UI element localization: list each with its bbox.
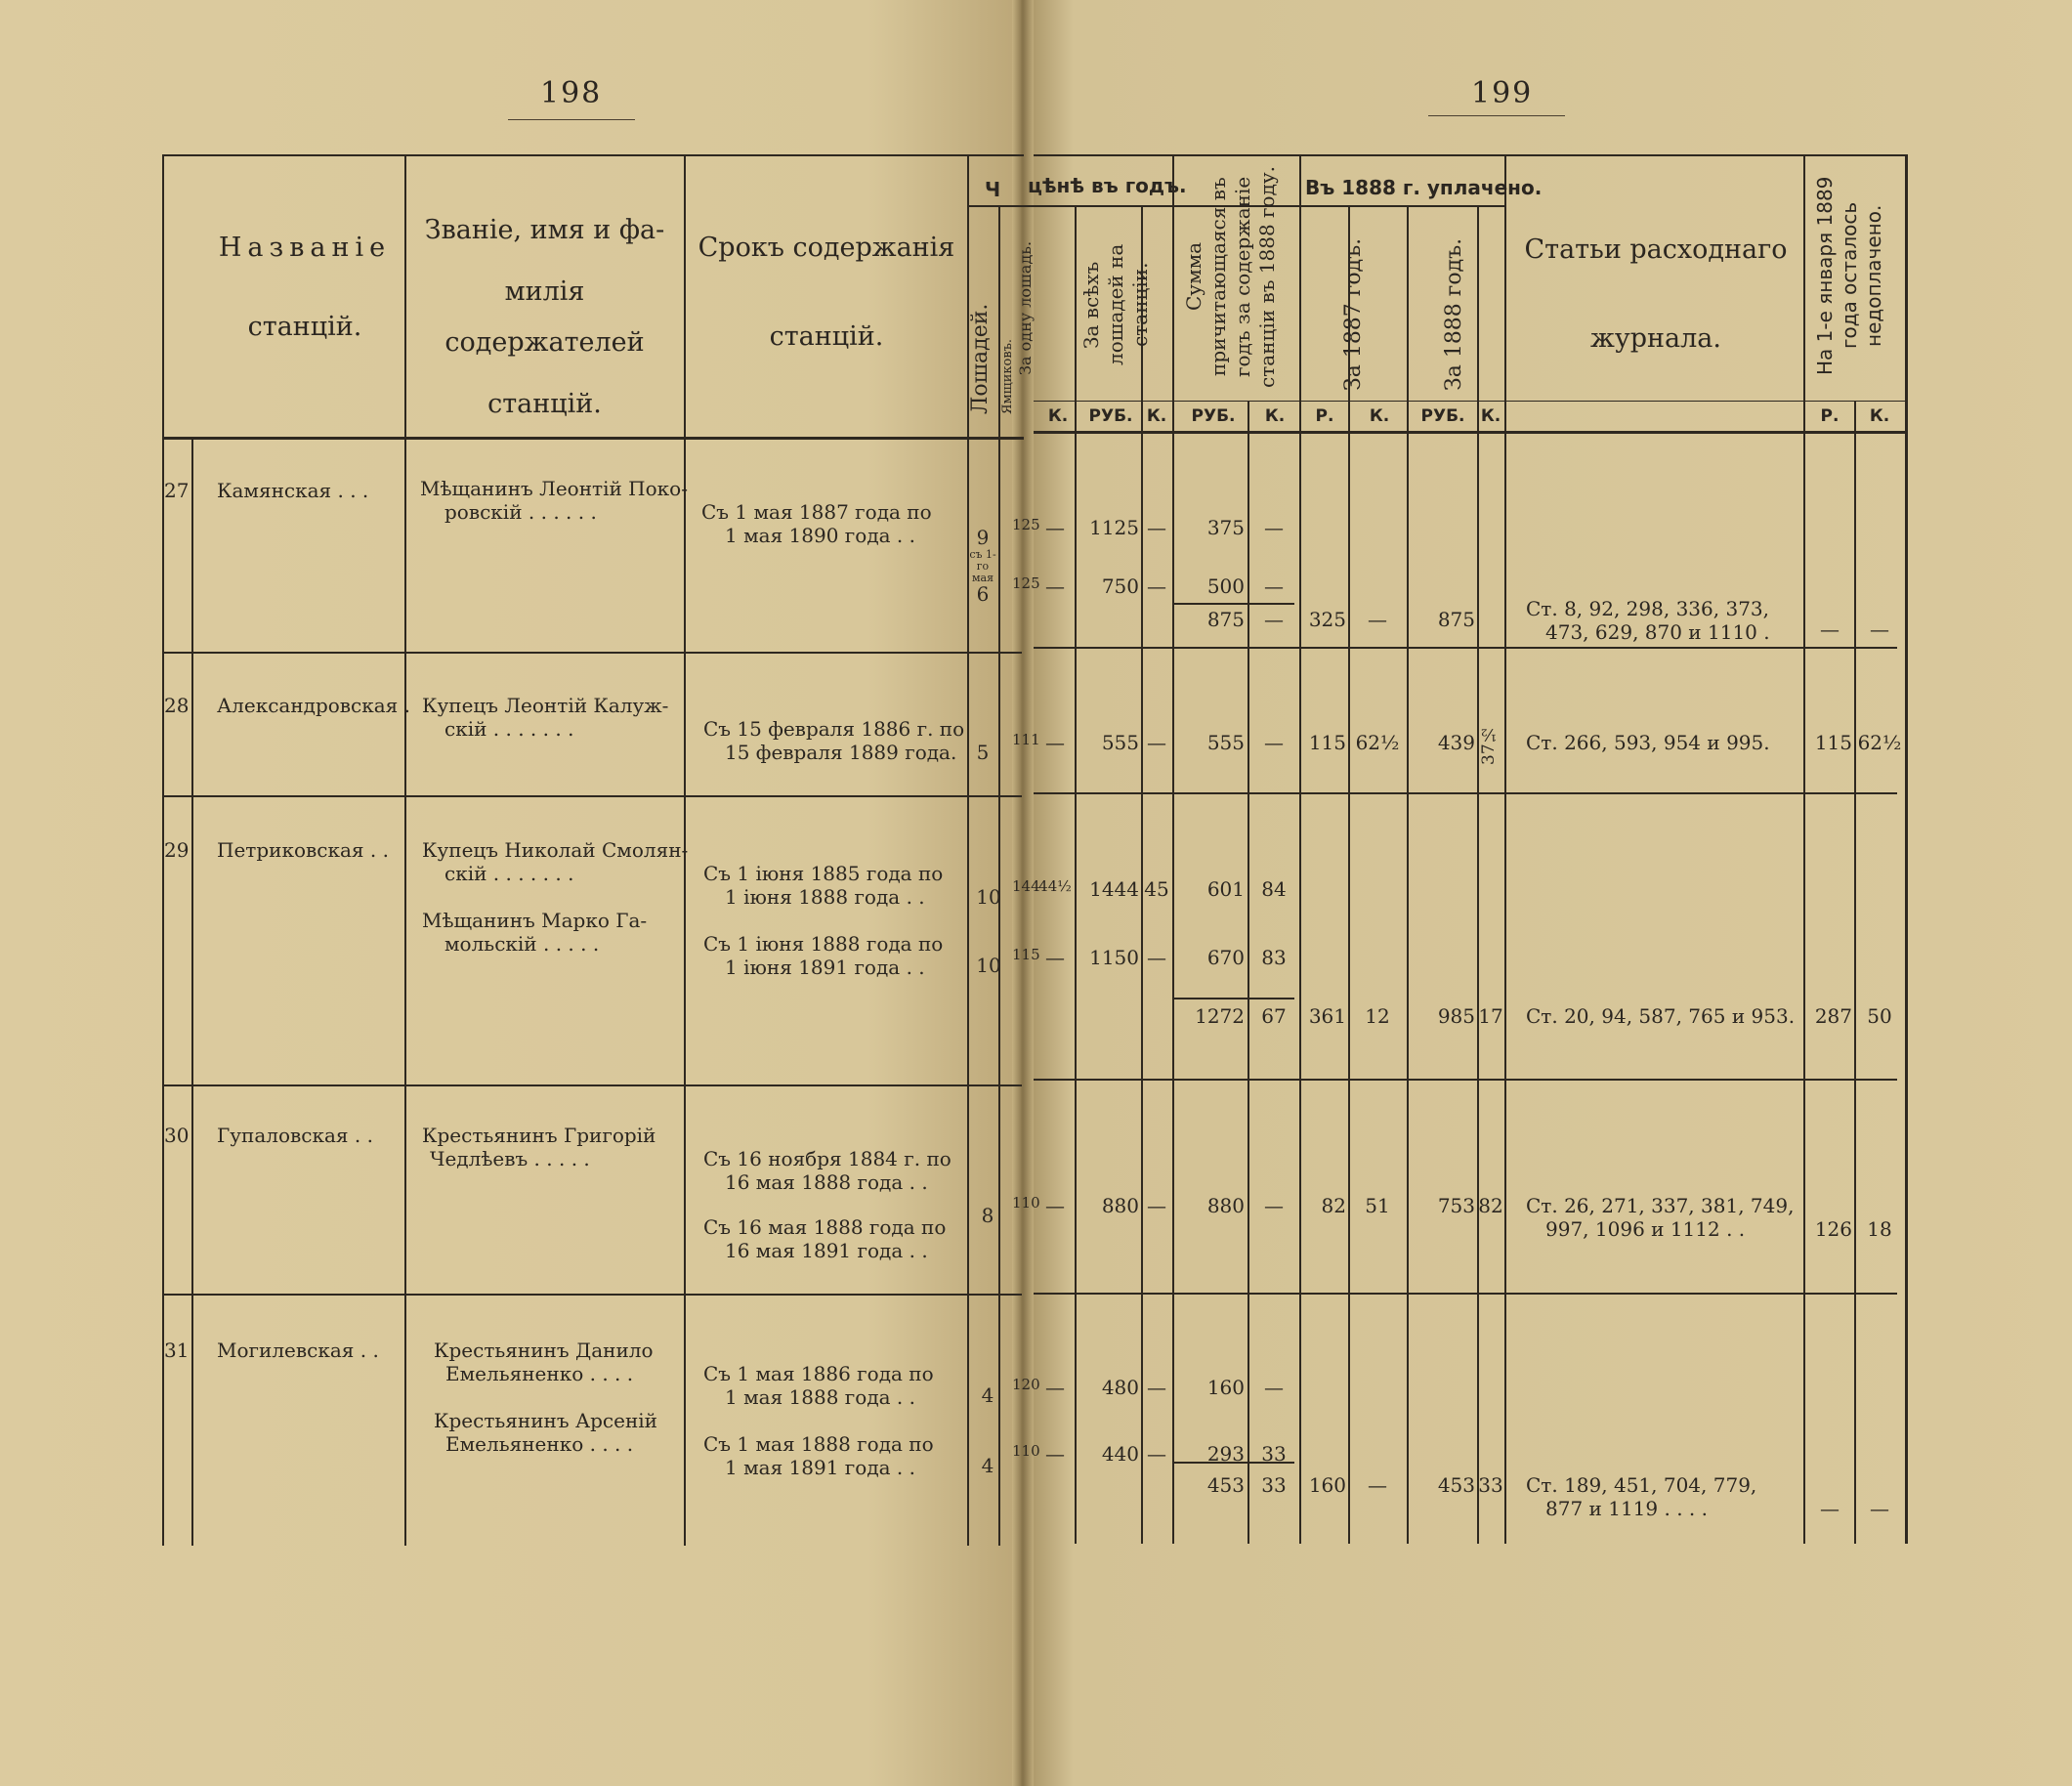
dash: —: [1045, 574, 1065, 598]
keeper-line: Мѣщанинъ Леонтій Поко-: [420, 477, 688, 500]
header-keeper-col: [410, 205, 679, 429]
header-1888: За 1888 годъ.: [1442, 237, 1466, 391]
term-line: 1 іюня 1888 года . .: [725, 885, 925, 909]
unit-all-rub: РУБ.: [1088, 406, 1133, 426]
unit-due-rub: РУБ.: [1191, 406, 1236, 426]
dash: —: [1264, 574, 1284, 598]
remaining-kop: 18: [1867, 1217, 1892, 1241]
unit-per-horse-k: К.: [1047, 406, 1069, 426]
journal-entry: Ст. 266, 593, 954 и 995.: [1526, 731, 1770, 754]
paid-1888-rub: 439: [1437, 731, 1475, 754]
paid-1887: 325: [1308, 608, 1346, 631]
term-line: Съ 1 іюня 1885 года по: [703, 862, 944, 885]
row-number: 30: [164, 1124, 190, 1147]
dash: —: [1264, 516, 1284, 539]
all-horses-value: 480: [1101, 1376, 1139, 1399]
unit-due-k: К.: [1264, 406, 1286, 426]
term-line: 16 мая 1888 года . .: [725, 1170, 928, 1194]
dash: —: [1368, 608, 1387, 631]
due-value: 293: [1206, 1442, 1245, 1466]
term-line: Съ 1 мая 1886 года по: [703, 1362, 934, 1385]
header-term-col: [690, 223, 963, 362]
term-line: 15 февраля 1889 года.: [725, 741, 957, 764]
journal-entry: Ст. 26, 271, 337, 381, 749,: [1526, 1194, 1795, 1217]
header-station-col: [217, 223, 393, 353]
paid-1887-rub: 361: [1308, 1004, 1346, 1028]
due-total-kop: 67: [1261, 1004, 1287, 1028]
remaining-rub: 287: [1814, 1004, 1852, 1028]
station-name: Александровская .: [217, 694, 411, 717]
header-count-group: Ч: [985, 178, 1001, 201]
paid-1888-rub: 453: [1437, 1473, 1475, 1497]
due-total: 1272: [1195, 1004, 1245, 1028]
header-keeper-c: станцій.: [487, 388, 602, 419]
paid-1888-rub: 985: [1437, 1004, 1475, 1028]
journal-entry: Ст. 189, 451, 704, 779,: [1526, 1473, 1757, 1497]
keeper-line: Мѣщанинъ Марко Га-: [422, 909, 648, 932]
due-value: 555: [1206, 731, 1245, 754]
paid-1888-kop: 37½: [1479, 724, 1499, 765]
remaining-rub: —: [1820, 1497, 1839, 1520]
paid-1888-kop: 33: [1478, 1473, 1503, 1497]
dash: —: [1045, 1194, 1065, 1217]
term-line: 1 мая 1888 года . .: [725, 1385, 915, 1409]
per-horse-value: 111: [1012, 731, 1040, 748]
all-horses-value: 880: [1101, 1194, 1139, 1217]
term-line: Съ 16 мая 1888 года по: [703, 1215, 947, 1239]
subtotal-rule-29: [1172, 998, 1294, 999]
header-journal-a: Статьи расходнаго: [1524, 234, 1788, 265]
all-horses-value: 750: [1101, 574, 1139, 598]
journal-entry: 997, 1096 и 1112 . .: [1545, 1217, 1746, 1241]
header-keeper-b: милія содержателей: [444, 276, 645, 358]
dash: —: [1264, 1194, 1284, 1217]
vline-per-horse: [1075, 205, 1077, 1544]
station-name: Камянская . . .: [217, 479, 369, 502]
row-sep-28: [162, 795, 1022, 797]
remaining-rub: 115: [1814, 731, 1852, 754]
due-total: 453: [1206, 1473, 1245, 1497]
term-line: Съ 1 мая 1887 года по: [701, 500, 932, 524]
term-line: 1 мая 1891 года . .: [725, 1456, 915, 1479]
subtotal-rule-27: [1172, 603, 1294, 605]
dash: —: [1045, 1442, 1065, 1466]
dash: —: [1264, 1376, 1284, 1399]
vline-outer-right: [1905, 154, 1908, 1544]
paid-1887-rub: 115: [1308, 731, 1346, 754]
header-journal-col: [1514, 225, 1797, 364]
horses-value: 4: [981, 1454, 994, 1477]
due-total: 875: [1206, 608, 1245, 631]
vline-all-horses: [1172, 154, 1174, 1544]
all-horses-kop: 45: [1144, 877, 1169, 901]
keeper-line: Крестьянинъ Данило: [434, 1339, 654, 1362]
header-keeper-a: Званіе, имя и фа-: [424, 215, 665, 245]
paid-1888: 875: [1437, 608, 1475, 631]
page-number-left: 198: [540, 76, 603, 110]
per-horse-value: 120: [1012, 1376, 1040, 1393]
vline-journal: [1803, 154, 1805, 1544]
row-sep-30-r: [1034, 1293, 1897, 1295]
header-station-a: Названіе: [218, 233, 392, 263]
unit-all-k: К.: [1146, 406, 1167, 426]
horses-note: съ 1-го мая: [969, 548, 996, 584]
vline-1888-k: [1477, 205, 1479, 1544]
header-sum-due: Сумма причитающаяся въ годъ за содержаніе станціи въ 1888 году.: [1182, 165, 1279, 388]
keeper-line: мольскій . . . . .: [444, 932, 600, 956]
per-horse-value: 115: [1012, 946, 1040, 963]
row-number: 31: [164, 1339, 190, 1362]
all-horses-value: 1125: [1089, 516, 1139, 539]
row-sep-27-r: [1034, 647, 1897, 649]
header-journal-b: журнала.: [1590, 323, 1721, 355]
header-coachmen: Ямщиковъ.: [1000, 338, 1015, 414]
vline-due-k: [1247, 401, 1249, 1544]
vline-paid: [1504, 154, 1506, 1544]
keeper-line: Купецъ Леонтій Калуж-: [422, 694, 669, 717]
all-horses-value: 1150: [1089, 946, 1139, 969]
vline-station: [404, 154, 406, 1546]
horses-value: 4: [981, 1383, 994, 1407]
per-horse-value: 125: [1012, 574, 1040, 592]
page-number-left-rule: [508, 119, 635, 120]
dash: —: [1045, 1376, 1065, 1399]
row-number: 27: [164, 479, 190, 502]
due-value: 160: [1206, 1376, 1245, 1399]
term-line: Съ 1 мая 1888 года по: [703, 1432, 934, 1456]
dash: —: [1045, 516, 1065, 539]
keeper-line: скій . . . . . . .: [444, 717, 574, 741]
due-value: 375: [1206, 516, 1245, 539]
journal-entry: 473, 629, 870 и 1110 .: [1545, 620, 1770, 644]
dash: —: [1147, 574, 1166, 598]
station-name: Могилевская . .: [217, 1339, 379, 1362]
dash: —: [1147, 1376, 1166, 1399]
term-line: 16 мая 1891 года . .: [725, 1239, 928, 1262]
keeper-line: Чедлѣевъ . . . . .: [430, 1147, 590, 1170]
paid-1887-kop: 12: [1365, 1004, 1390, 1028]
vline-1887: [1407, 205, 1409, 1544]
header-bottom-rule-right: [1034, 431, 1907, 434]
per-horse-value: 110: [1012, 1194, 1040, 1212]
unit-rem-k: К.: [1869, 406, 1890, 426]
units-rule: [1034, 401, 1907, 402]
row-sep-29-r: [1034, 1079, 1897, 1081]
vline-1887-k: [1348, 205, 1350, 1544]
horses-value: 10: [976, 885, 1001, 909]
due-value: 880: [1206, 1194, 1245, 1217]
remaining-rub: 126: [1814, 1217, 1852, 1241]
due-total-kop: 33: [1261, 1473, 1287, 1497]
dash: —: [1147, 1442, 1166, 1466]
keeper-line: Крестьянинъ Григорій: [422, 1124, 656, 1147]
per-horse-value: 125: [1012, 516, 1040, 533]
paid-1888-kop: 17: [1478, 1004, 1503, 1028]
dash: —: [1147, 731, 1166, 754]
keeper-line: Купецъ Николай Смолян-: [422, 838, 689, 862]
unit-1888-k: К.: [1480, 406, 1501, 426]
header-term-b: станцій.: [769, 321, 884, 353]
paid-1887-rub: 82: [1321, 1194, 1346, 1217]
due-value: 601: [1206, 877, 1245, 901]
dash: —: [1147, 946, 1166, 969]
table-top-rule-right: [1034, 154, 1907, 156]
header-group-rule-paid: [1299, 205, 1504, 207]
row-number: 29: [164, 838, 190, 862]
journal-entry: Ст. 8, 92, 298, 336, 373,: [1526, 597, 1769, 620]
keeper-line: ровскій . . . . . .: [444, 500, 597, 524]
row-sep-29: [162, 1084, 1022, 1086]
unit-1887-k: К.: [1369, 406, 1390, 426]
unit-1888-rub: РУБ.: [1420, 406, 1465, 426]
horses-value: 10: [976, 954, 1001, 977]
header-per-horse: За одну лошадь.: [1016, 240, 1035, 375]
term-line: 1 іюня 1891 года . .: [725, 956, 925, 979]
row-sep-30: [162, 1294, 1022, 1296]
dash: —: [1045, 731, 1065, 754]
vline-number: [191, 437, 193, 1546]
term-line: Съ 16 ноября 1884 г. по: [703, 1147, 951, 1170]
row-sep-27: [162, 652, 1022, 654]
all-horses-value: 440: [1101, 1442, 1139, 1466]
journal-entry: Ст. 20, 94, 587, 765 и 953.: [1526, 1004, 1796, 1028]
station-name: Петриковская . .: [217, 838, 389, 862]
due-kop: 83: [1261, 946, 1287, 969]
paid-1887-kop: 62½: [1355, 731, 1400, 754]
paid-1888-rub: 753: [1437, 1194, 1475, 1217]
per-horse-value: 144: [1012, 877, 1040, 895]
all-horses-value: 1444: [1089, 877, 1139, 901]
remaining-kop: 50: [1867, 1004, 1892, 1028]
keeper-line: Крестьянинъ Арсеній: [434, 1409, 658, 1432]
header-remaining: На 1-е января 1889 года осталось недоплачено.: [1813, 176, 1885, 375]
horses-value: 8: [981, 1204, 994, 1227]
dash: —: [1147, 1194, 1166, 1217]
paid-1887-kop: 51: [1365, 1194, 1390, 1217]
header-1887: За 1887 годъ.: [1341, 237, 1366, 391]
per-horse-value: 110: [1012, 1442, 1040, 1460]
due-kop: 84: [1261, 877, 1287, 901]
dash: —: [1264, 608, 1284, 631]
table-top-rule-left: [162, 154, 1024, 156]
keeper-line: Емельяненко . . . .: [445, 1362, 634, 1385]
header-paid-group: Въ 1888 г. уплачено.: [1305, 176, 1543, 199]
term-line: Съ 15 февраля 1886 г. по: [703, 717, 965, 741]
per-horse-kop: 44½: [1038, 877, 1072, 895]
keeper-line: скій . . . . . . .: [444, 862, 574, 885]
paid-1888-kop: 82: [1478, 1194, 1503, 1217]
dash: —: [1368, 1473, 1387, 1497]
due-kop: 33: [1261, 1442, 1287, 1466]
station-name: Гупаловская . .: [217, 1124, 373, 1147]
unit-1887-r: Р.: [1315, 406, 1334, 426]
header-bottom-rule-left: [162, 437, 1024, 440]
term-line: 1 мая 1890 года . .: [725, 524, 915, 547]
remaining-kop: 62½: [1857, 731, 1902, 754]
keeper-line: Емельяненко . . . .: [445, 1432, 634, 1456]
all-horses-value: 555: [1101, 731, 1139, 754]
paid-1887-rub: 160: [1308, 1473, 1346, 1497]
page-number-right: 199: [1471, 76, 1534, 110]
header-station-b: станцій.: [247, 312, 362, 343]
dash: —: [1045, 946, 1065, 969]
header-all-horses: За всѣхъ лошадей на станціи.: [1079, 243, 1152, 366]
horses-value: 6: [976, 582, 990, 606]
term-line: Съ 1 іюня 1888 года по: [703, 932, 944, 956]
page-number-right-rule: [1428, 115, 1565, 116]
unit-rem-r: Р.: [1820, 406, 1839, 426]
header-horses: Лошадей.: [968, 303, 993, 415]
remaining-kop: —: [1870, 1497, 1889, 1520]
vline-due: [1299, 154, 1301, 1544]
due-value: 500: [1206, 574, 1245, 598]
vline-rem-k: [1854, 401, 1856, 1544]
row-sep-28-r: [1034, 792, 1897, 794]
remaining-kop: —: [1870, 617, 1889, 641]
horses-value: 9: [976, 526, 990, 549]
journal-entry: 877 и 1119 . . . .: [1545, 1497, 1708, 1520]
horses-value: 5: [976, 741, 990, 764]
header-term-a: Срокъ содержанія: [698, 233, 955, 263]
due-value: 670: [1206, 946, 1245, 969]
remaining-rub: —: [1820, 617, 1839, 641]
row-number: 28: [164, 694, 190, 717]
header-price-group: цѣнѣ въ годъ.: [1028, 174, 1187, 197]
dash: —: [1264, 731, 1284, 754]
dash: —: [1147, 516, 1166, 539]
